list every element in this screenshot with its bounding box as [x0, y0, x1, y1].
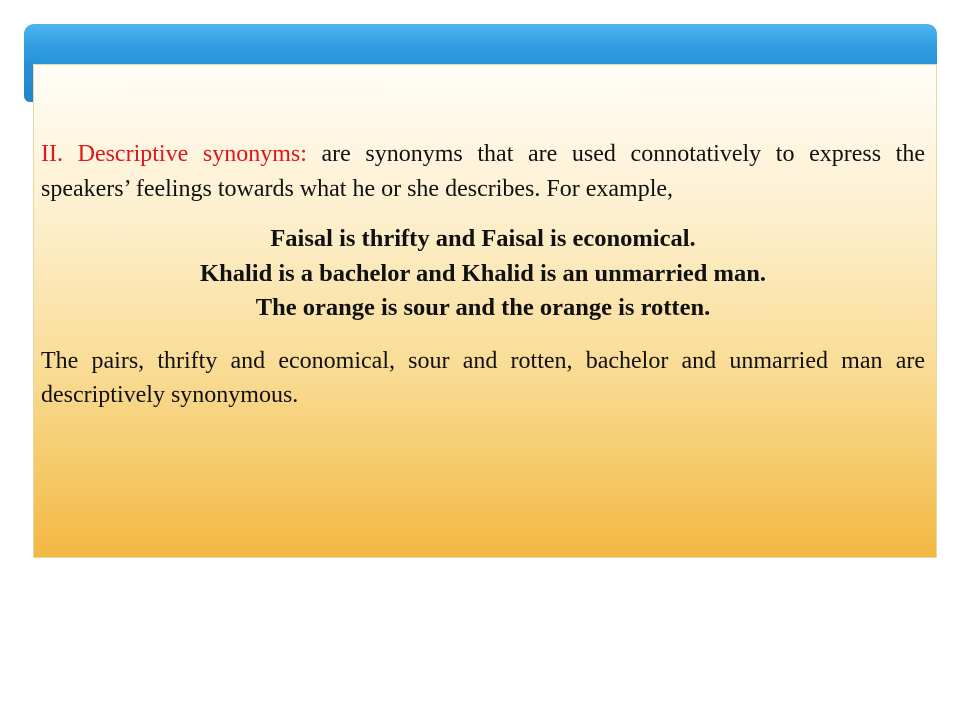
example-sentence: Khalid is a bachelor and Khalid is an unmarried man. — [200, 259, 766, 287]
example-sentence: The orange is sour and the orange is rotten. — [255, 294, 711, 321]
term-heading: II. Descriptive synonyms: — [41, 141, 307, 167]
conclusion-paragraph: The pairs, thrifty and economical, sour and rotten, bachelor and unmarried man are descriptively synonymous. — [41, 347, 925, 408]
slide-text — [41, 137, 925, 413]
example-sentences — [41, 222, 925, 326]
example-sentence: Faisal is thrifty and Faisal is economical. — [270, 225, 696, 252]
definition-paragraph — [41, 137, 925, 206]
definition-text: are synonyms that are used connotatively to express the speakers’ feelings towards what he or she describes. For example, — [41, 141, 926, 202]
